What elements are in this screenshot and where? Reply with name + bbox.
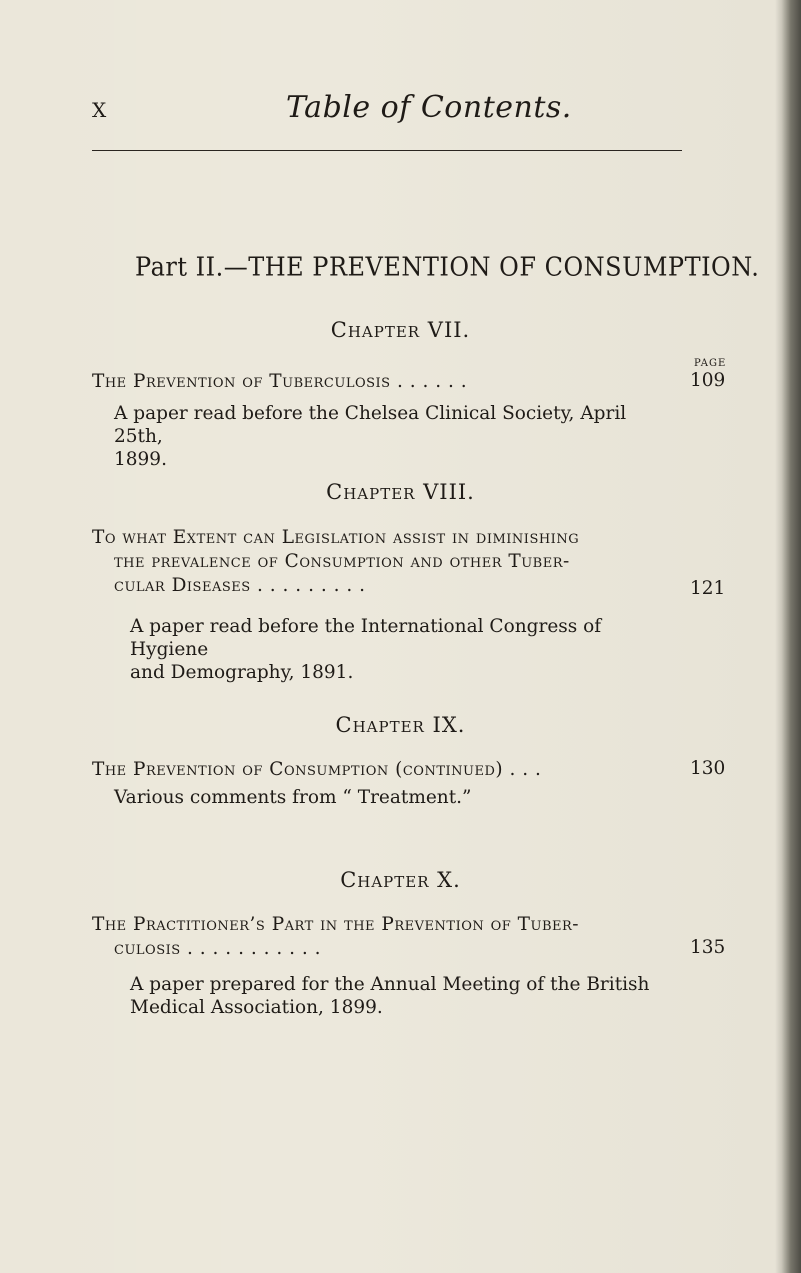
toc-entry-note (130, 973, 660, 1019)
page-edge-shadow (775, 0, 801, 1273)
chapter-heading: Chapter IX. (335, 713, 466, 737)
toc-entry-page[interactable]: 135 (690, 937, 726, 958)
toc-note-line: 1899. (114, 449, 167, 470)
toc-entry-title-line: cular Diseases . . . . . . . . . (114, 575, 366, 596)
toc-note-line: and Demography, 1891. (130, 662, 354, 683)
page-column-label: PAGE (694, 358, 727, 369)
page-number-roman: X (92, 98, 108, 122)
toc-entry-title[interactable] (92, 526, 682, 598)
toc-entry-title-line: The Practitioner’s Part in the Prevention of Tuber- (92, 914, 580, 935)
toc-entry-title-line: culosis . . . . . . . . . . . (114, 938, 322, 959)
header-rule (92, 150, 682, 151)
toc-entry-title-line: To what Extent can Legislation assist in diminishing (92, 527, 580, 548)
toc-entry-title[interactable] (92, 913, 682, 961)
toc-entry-page[interactable]: 130 (690, 758, 726, 779)
toc-note-line: Medical Association, 1899. (130, 997, 383, 1018)
toc-note-line: Various comments from “ Treatment.” (114, 787, 472, 808)
toc-entry-title[interactable] (92, 758, 682, 782)
toc-entry-title-line: the prevalence of Consumption and other Tuber- (114, 551, 570, 572)
toc-note-line: A paper read before the Chelsea Clinical Society, April 25th, (114, 403, 627, 447)
toc-entry-note (114, 786, 644, 809)
toc-entry-title-line: The Prevention of Consumption (continued) . . . (92, 759, 542, 780)
part-title: Part II.—THE PREVENTION OF CONSUMPTION. (135, 251, 760, 283)
chapter-heading: Chapter VII. (330, 318, 471, 342)
toc-entry-note (130, 615, 660, 684)
toc-entry-note (114, 402, 644, 471)
toc-note-line: A paper read before the International Congress of Hygiene (130, 616, 602, 660)
running-header (0, 90, 801, 135)
toc-note-line: A paper prepared for the Annual Meeting of the British (130, 974, 650, 995)
toc-entry-page[interactable]: 109 (690, 370, 726, 391)
toc-entry-title[interactable] (92, 370, 682, 394)
running-title: Table of Contents. (286, 90, 572, 125)
chapter-heading: Chapter VIII. (326, 480, 475, 504)
toc-entry-title-line: The Prevention of Tuberculosis . . . . . . (92, 371, 468, 392)
toc-entry-page[interactable]: 121 (690, 578, 726, 599)
chapter-heading: Chapter X. (340, 868, 461, 892)
